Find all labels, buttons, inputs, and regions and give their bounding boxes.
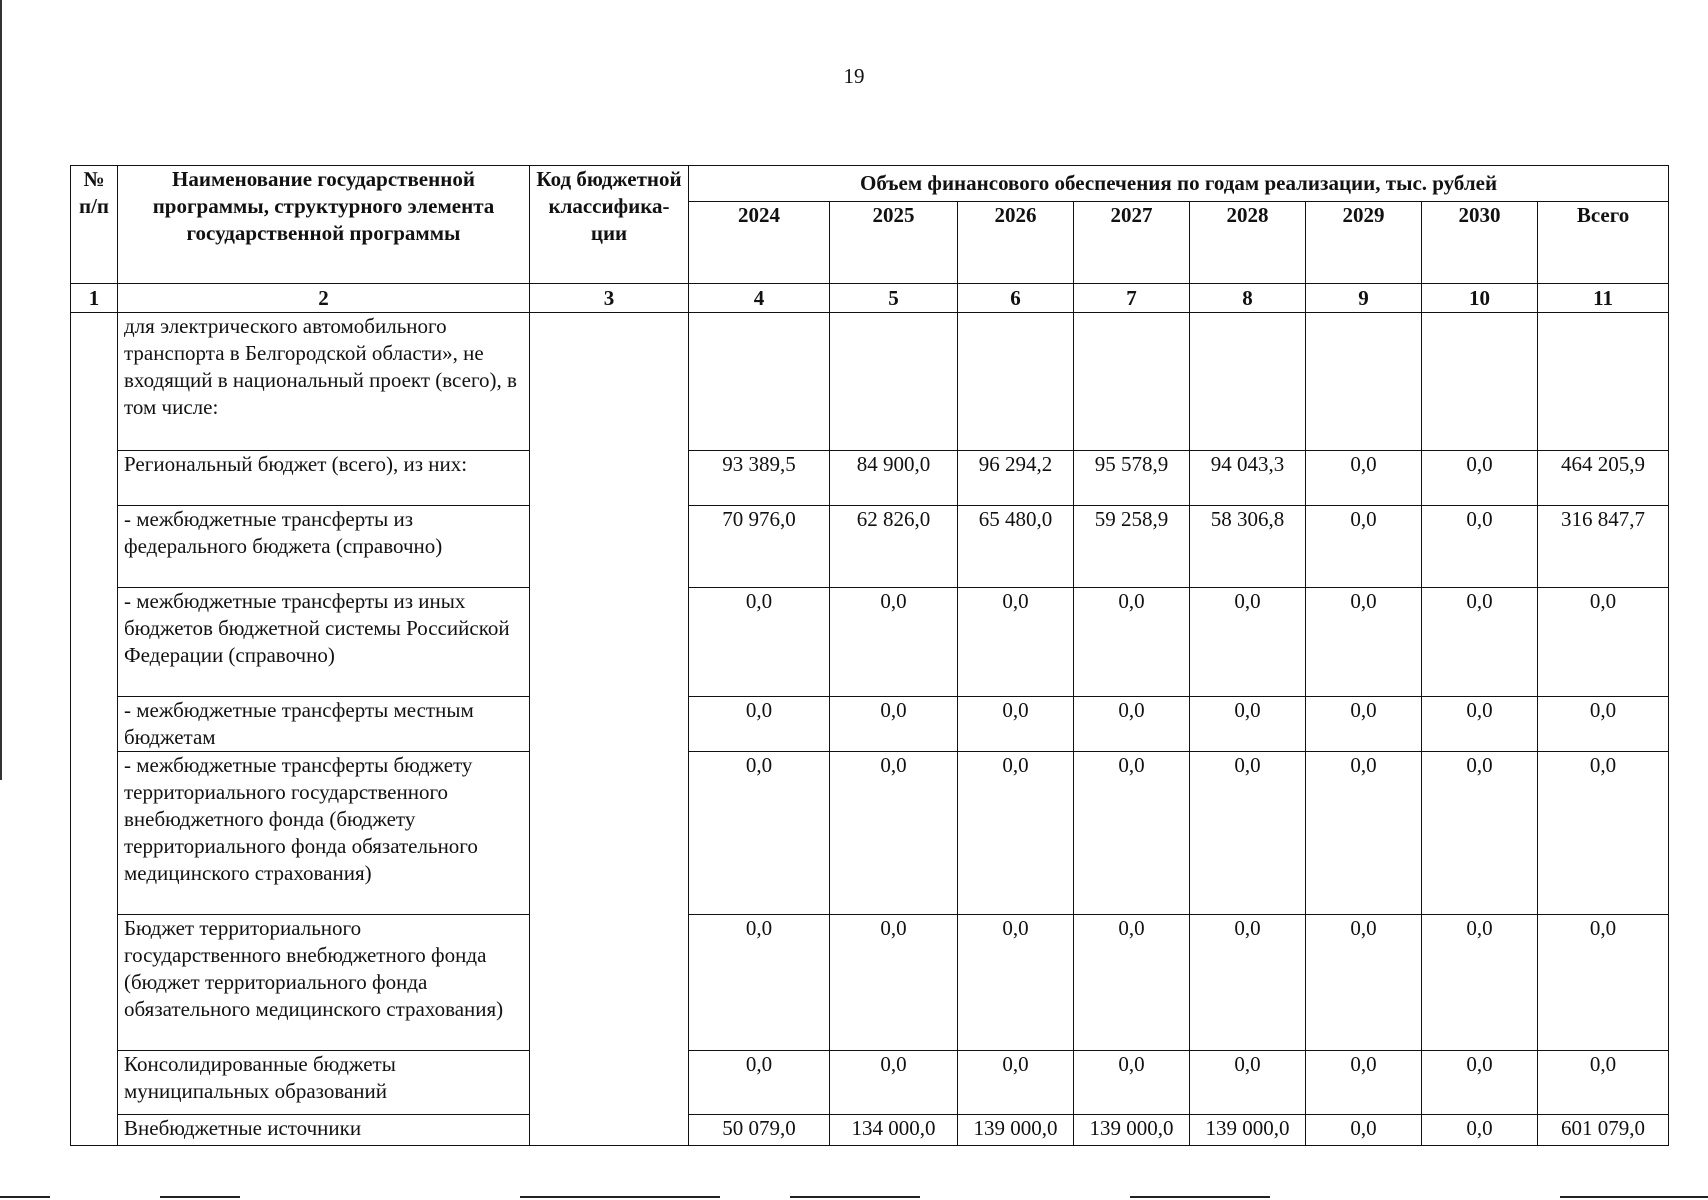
value-cell: 0,0 <box>1190 697 1306 752</box>
value-cell: 316 847,7 <box>1538 506 1669 588</box>
column-number: 3 <box>530 284 689 313</box>
value-cell: 0,0 <box>958 588 1074 697</box>
row-name: - межбюджетные трансферты из иных бюджетов бюджетной системы Российской Федерации (справочно) <box>118 588 530 697</box>
value-cell: 93 389,5 <box>689 451 830 506</box>
value-cell: 0,0 <box>1074 697 1190 752</box>
row-name: - межбюджетные трансферты местным бюджетам <box>118 697 530 752</box>
value-cell <box>1538 313 1669 451</box>
table-row <box>71 697 1669 752</box>
row-name: для электрического автомобильного транспорта в Белгородской области», не входящий в национальный проект (всего), в том числе: <box>118 313 530 451</box>
value-cell: 0,0 <box>1422 588 1538 697</box>
value-cell: 0,0 <box>1306 588 1422 697</box>
header-year: 2029 <box>1306 202 1422 284</box>
value-cell: 0,0 <box>958 1051 1074 1115</box>
column-number: 5 <box>830 284 958 313</box>
value-cell: 0,0 <box>830 915 958 1051</box>
column-number: 10 <box>1422 284 1538 313</box>
column-number: 9 <box>1306 284 1422 313</box>
column-number: 11 <box>1538 284 1669 313</box>
value-cell: 0,0 <box>1306 915 1422 1051</box>
header-row-top <box>71 166 1669 202</box>
header-year: 2027 <box>1074 202 1190 284</box>
value-cell: 0,0 <box>1074 588 1190 697</box>
header-year: 2026 <box>958 202 1074 284</box>
value-cell: 59 258,9 <box>1074 506 1190 588</box>
value-cell: 464 205,9 <box>1538 451 1669 506</box>
row-number-cell <box>71 313 118 1146</box>
value-cell: 0,0 <box>1538 752 1669 915</box>
value-cell <box>1074 313 1190 451</box>
header-code: Код бюджетной классифика-ции <box>530 166 689 284</box>
value-cell: 0,0 <box>1538 915 1669 1051</box>
value-cell: 0,0 <box>1306 1115 1422 1146</box>
scan-bottom-rule <box>520 1196 720 1198</box>
page-number: 19 <box>843 64 865 88</box>
value-cell: 0,0 <box>1306 697 1422 752</box>
value-cell: 0,0 <box>830 697 958 752</box>
value-cell <box>1422 313 1538 451</box>
row-name: - межбюджетные трансферты из федерального бюджета (справочно) <box>118 506 530 588</box>
header-volume: Объем финансового обеспечения по годам реализации, тыс. рублей <box>689 166 1669 202</box>
header-year: 2025 <box>830 202 958 284</box>
header-year: 2024 <box>689 202 830 284</box>
value-cell: 0,0 <box>689 915 830 1051</box>
value-cell: 0,0 <box>689 588 830 697</box>
value-cell: 70 976,0 <box>689 506 830 588</box>
row-name: - межбюджетные трансферты бюджету территориального государственного внебюджетного фонда (бюджету территориального фонда обязательного медицинского страхования) <box>118 752 530 915</box>
row-name: Консолидированные бюджеты муниципальных образований <box>118 1051 530 1115</box>
value-cell: 94 043,3 <box>1190 451 1306 506</box>
value-cell: 0,0 <box>689 752 830 915</box>
value-cell: 0,0 <box>1190 915 1306 1051</box>
value-cell: 0,0 <box>1538 1051 1669 1115</box>
table-row <box>71 588 1669 697</box>
column-number: 4 <box>689 284 830 313</box>
value-cell <box>1306 313 1422 451</box>
value-cell: 50 079,0 <box>689 1115 830 1146</box>
row-name: Бюджет территориального государственного внебюджетного фонда (бюджет территориального фонда обязательного медицинского страхования) <box>118 915 530 1051</box>
table-row <box>71 313 1669 451</box>
value-cell: 65 480,0 <box>958 506 1074 588</box>
value-cell: 58 306,8 <box>1190 506 1306 588</box>
value-cell: 0,0 <box>1306 1051 1422 1115</box>
value-cell: 0,0 <box>958 915 1074 1051</box>
value-cell: 0,0 <box>1190 1051 1306 1115</box>
page-edge-line <box>0 0 2 780</box>
value-cell: 95 578,9 <box>1074 451 1190 506</box>
column-number: 2 <box>118 284 530 313</box>
scan-bottom-rule <box>0 1196 50 1198</box>
row-name: Региональный бюджет (всего), из них: <box>118 451 530 506</box>
column-number: 7 <box>1074 284 1190 313</box>
value-cell: 0,0 <box>689 1051 830 1115</box>
financing-table <box>70 165 1669 1146</box>
column-number: 6 <box>958 284 1074 313</box>
value-cell: 0,0 <box>1306 506 1422 588</box>
header-name: Наименование государственной программы, структурного элемента государственной программы <box>118 166 530 284</box>
scan-bottom-rule <box>160 1196 240 1198</box>
value-cell: 0,0 <box>1190 588 1306 697</box>
value-cell: 0,0 <box>1422 697 1538 752</box>
value-cell: 62 826,0 <box>830 506 958 588</box>
scan-bottom-rule <box>1560 1196 1708 1198</box>
value-cell: 0,0 <box>1074 1051 1190 1115</box>
header-num: № п/п <box>71 166 118 284</box>
value-cell: 0,0 <box>1422 506 1538 588</box>
value-cell: 0,0 <box>689 697 830 752</box>
value-cell: 0,0 <box>1538 588 1669 697</box>
row-name: Внебюджетные источники <box>118 1115 530 1146</box>
value-cell: 0,0 <box>1306 451 1422 506</box>
value-cell: 96 294,2 <box>958 451 1074 506</box>
value-cell: 0,0 <box>1422 451 1538 506</box>
table-row <box>71 915 1669 1051</box>
value-cell: 0,0 <box>958 752 1074 915</box>
column-number: 1 <box>71 284 118 313</box>
table-row <box>71 752 1669 915</box>
value-cell: 0,0 <box>1306 752 1422 915</box>
scan-bottom-rule <box>790 1196 920 1198</box>
value-cell: 0,0 <box>830 752 958 915</box>
value-cell: 0,0 <box>1422 1115 1538 1146</box>
value-cell: 134 000,0 <box>830 1115 958 1146</box>
value-cell <box>689 313 830 451</box>
value-cell: 139 000,0 <box>1074 1115 1190 1146</box>
value-cell <box>1190 313 1306 451</box>
table-row <box>71 1051 1669 1115</box>
value-cell <box>958 313 1074 451</box>
value-cell <box>830 313 958 451</box>
value-cell: 0,0 <box>1190 752 1306 915</box>
header-year: 2030 <box>1422 202 1538 284</box>
value-cell: 0,0 <box>1538 697 1669 752</box>
column-number: 8 <box>1190 284 1306 313</box>
value-cell: 139 000,0 <box>958 1115 1074 1146</box>
value-cell: 0,0 <box>958 697 1074 752</box>
value-cell: 0,0 <box>1422 1051 1538 1115</box>
budget-code-cell <box>530 313 689 1146</box>
value-cell: 0,0 <box>830 588 958 697</box>
value-cell: 601 079,0 <box>1538 1115 1669 1146</box>
table-row <box>71 506 1669 588</box>
scan-bottom-rule <box>1130 1196 1270 1198</box>
value-cell: 84 900,0 <box>830 451 958 506</box>
value-cell: 0,0 <box>1074 915 1190 1051</box>
table-row <box>71 1115 1669 1146</box>
header-total: Всего <box>1538 202 1669 284</box>
value-cell: 0,0 <box>830 1051 958 1115</box>
value-cell: 139 000,0 <box>1190 1115 1306 1146</box>
value-cell: 0,0 <box>1074 752 1190 915</box>
value-cell: 0,0 <box>1422 752 1538 915</box>
table-row <box>71 451 1669 506</box>
header-year: 2028 <box>1190 202 1306 284</box>
value-cell: 0,0 <box>1422 915 1538 1051</box>
column-number-row <box>71 284 1669 313</box>
